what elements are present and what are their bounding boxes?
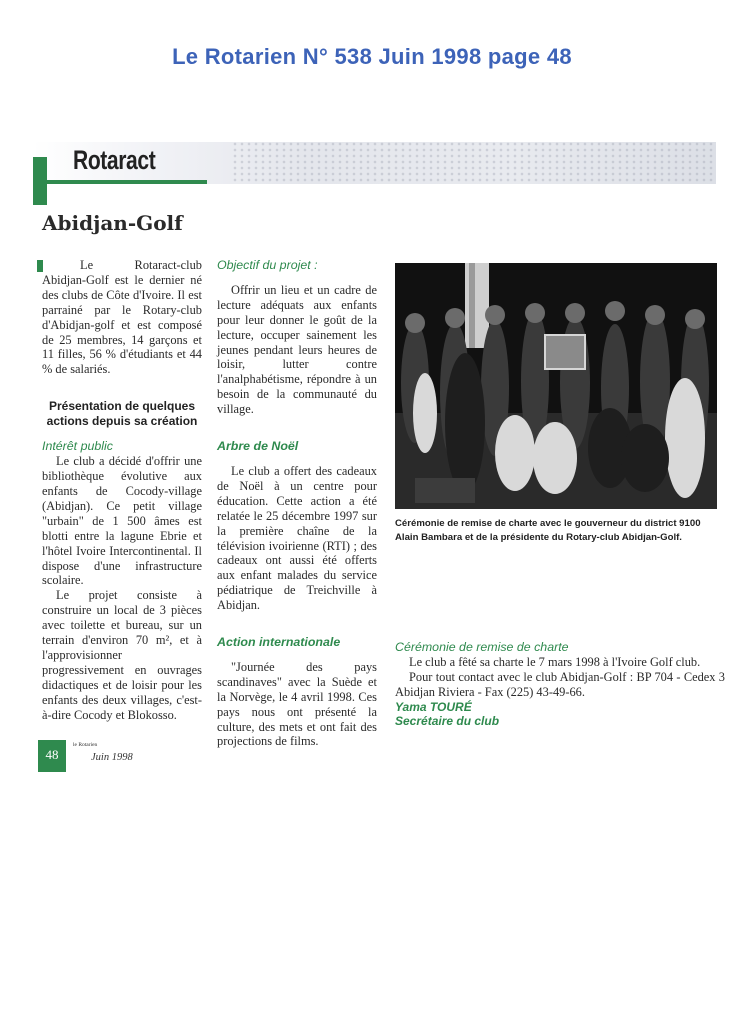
action-heading: Action internationale [217,635,341,650]
interet-heading: Intérêt public [42,439,113,454]
section-accent-rule [47,180,207,184]
interet-paragraph-2: Le projet consiste à construire un local de 3 pièces avec toilette et bureau, sur un terrain d'environ 70 m², et à l'approvisionner progressivement en ouvrages didactiques et de loisir pour les enfants des deux villages, c'est-à-dire Cocody et Blokosso. [42,588,202,722]
article-column-3 [395,640,725,729]
objectif-heading: Objectif du projet : [217,258,318,272]
action-paragraph: "Journée des pays scandinaves" avec la Suède et la Norvège, le 4 avril 1998. Ces pays nous ont présenté la culture, des mets et ont fait des projections de films. [217,659,377,749]
article-column-2 [217,258,377,749]
noel-paragraph: Le club a offert des cadeaux de Noël à un centre pour éducation. Cette action a été relatée le 25 décembre 1997 sur la première chaîne de la télévision ivoirienne (RTI) ; des cadeaux ont aussi été offerts aux enfant malades du service pédiatrique de Treichville à Abidjan. [217,463,377,613]
objectif-paragraph: Offrir un lieu et un cadre de lecture adéquats aux enfants pour leur donner le goût de la lecture, occuper sainement les jeunes pendant leurs heures de loisir, lutter contre l'analphabétisme, répondre à un besoin de la communauté du village. [217,282,377,417]
ceremonie-heading: Cérémonie de remise de charte [395,640,569,654]
section-title: Rotaract [73,145,156,175]
interet-paragraph-1: Le club a décidé d'offrir une bibliothèque évolutive aux enfants de Cocody-village (Abidjan). Ce petit village "urbain" de 1 500 âmes est blotti entre la lagune Ebrie et l'hôtel Ivoire Intercontinental. Il dispose d'une infrastructure scolaire. [42,454,202,588]
page-number: 48 [38,740,66,772]
author-name: Yama TOURÉ [395,699,472,714]
page-header-title: Le Rotarien N° 538 Juin 1998 page 48 [172,44,572,69]
noel-heading: Arbre de Noël [217,439,299,454]
ceremonie-paragraph-1: Le club a fêté sa charte le 7 mars 1998 à l'Ivoire Golf club. [409,654,701,669]
ceremony-photo-image [395,263,717,509]
presentation-heading: Présentation de quelques actions depuis sa création [46,399,198,429]
footer-date: Juin 1998 [91,752,133,763]
author-role: Secrétaire du club [395,714,500,729]
article-column-1 [42,258,202,722]
ceremonie-paragraph-2: Pour tout contact avec le club Abidjan-Golf : BP 704 - Cedex 3 Abidjan Riviera - Fax (225) 43-49-66. [395,669,725,699]
ceremony-photo [395,263,717,509]
photo-caption: Cérémonie de remise de charte avec le gouverneur du district 9100 Alain Bambara et de la présidente du Rotary-club Abidjan-Golf. [395,518,701,543]
section-accent-block [33,157,47,205]
banner-texture [233,142,716,184]
intro-paragraph: Le Rotaract-club Abidjan-Golf est le dernier né des clubs de Côte d'Ivoire. Il est parrainé par le Rotary-club d'Abidjan-golf et est composé de 25 membres, 14 garçons et 11 filles, 56 % d'étudiants et 44 % de salariés. [42,258,202,377]
article-title: Abidjan-Golf [42,211,183,235]
footer-publication: le Rotarien [73,742,98,748]
